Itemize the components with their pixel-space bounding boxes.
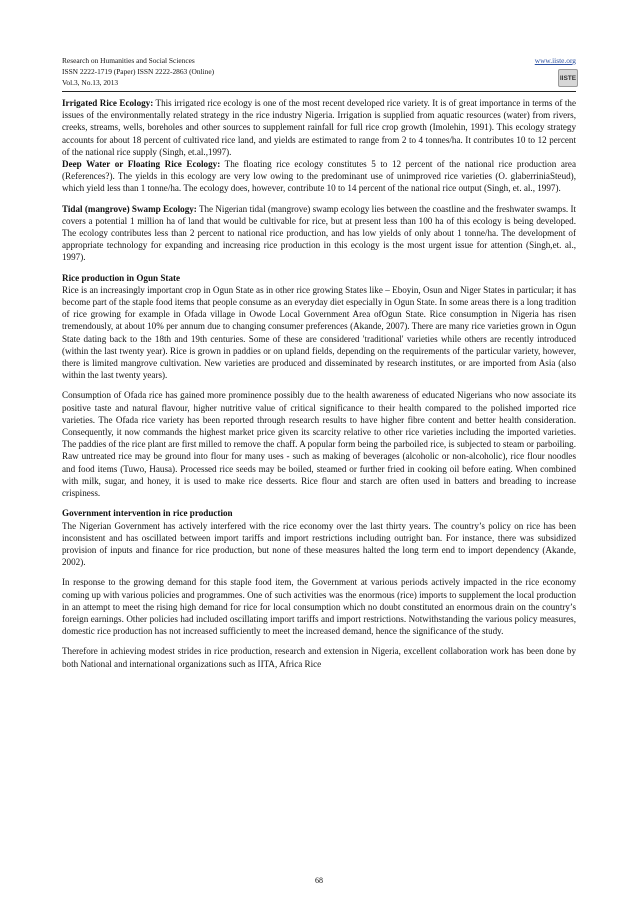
volume-line: Vol.3, No.13, 2013 xyxy=(62,78,119,87)
paragraph-growing-demand: In response to the growing demand for this staple food item, the Government at various periods actively impacted in the rice economy coming up with various policies and programmes. One of such activities was the enormous (rice) imports to supplement the local production in an attempt to meet the rising high demand for rice for local consumption which no doubt constituted an enormous drain on the country’s foreign earnings. Other policies had included oscillating import tariffs and import restrictions. Notwithstanding the various policy measures, domestic rice production has not increased sufficiently to meet the increased demand, hence the significance of the study. xyxy=(62,577,576,637)
paragraph-ofada-rice: Consumption of Ofada rice has gained more prominence possibly due to the health awareness of educated Nigerians who now associate its positive taste and natural flavour, higher nutritive value of critical significance to their health compared to the polished imported rice varieties. The Ofada rice variety has been reported through research results to have higher fibre content and better health consideration. Consequently, it now commands the highest market price given its scarcity relative to other rice varieties including the imported varieties. The paddies of the rice plant are first milled to remove the chaff. A popular form being the parboiled rice, is subjected to steam or parboiling. Raw untreated rice may be ground into flour for many uses - such as making of beverages (alcoholic or non-alcoholic), rice flour noodles and food items (Tuwo, Hausa). Processed rice seeds may be boiled, steamed or further fried in cooking oil before eating. When combined with milk, sugar, and honey, it is used to make rice desserts. Rice flour and starch are often used in batters and breading to increase crispiness. xyxy=(62,390,576,499)
paragraph-ogun-rice-production: Rice is an increasingly important crop in Ogun State as in other rice growing States like – Eboyin, Osun and Niger States in particular; it has become part of the staple food items that people consume as an everyday diet especially in Ogun State. In some areas there is a long tradition of rice growing for example in Ofada village in Owode Local Government Area ofOgun State. Rice consumption in Nigeria has risen tremendously, at about 10% per annum due to changing consumer preferences (Akande, 2007). There are many rice varieties grown in Ogun State dating back to the 18th and 19th centuries. Some of these are considered 'traditional' varieties while others are recently introduced (within the last twenty year). Rice is grown in paddies or on upland fields, depending on the requirements of the particular variety, however, there is limited mangrove cultivation. New varieties are produced and disseminated by research institutes, or are imported from Asia (also within the last twenty years). xyxy=(62,284,576,381)
deep-water-ecology-title: Deep Water or Floating Rice Ecology: xyxy=(62,159,221,170)
paragraph-collaboration: Therefore in achieving modest strides in rice production, research and extension in Nigeria, excellent collaboration work has been done by both National and international organizations such as IITA, Africa Rice xyxy=(62,646,576,669)
issn-line: ISSN 2222-1719 (Paper) ISSN 2222-2863 (Online) xyxy=(62,67,215,76)
deep-water-ecology-text: The floating rice ecology constitutes 5 to 12 percent of the national rice production area (References?). The yields in this ecology are very low owing to the predominant use of unimproved rice varieties (O. glaberriniaSteud), which yield less than 1 tonne/ha. The ecology does, however, contribute 10 to 14 percent of the national rice output (Singh, et. al., 1997). xyxy=(62,159,576,194)
irrigated-ecology-text: This irrigated rice ecology is one of the most recent developed rice variety. It is of great importance in terms of the issues of the environmentally related strategy in the rice industry Nigeria. Irrigation is supplied from aquatic resources (water) from rivers, creeks, streams, wells, boreholes and other sources to supplement rainfall for full rice crop growth (Imolehin, 1991). This ecology strategy accounts for about 18 percent of cultivated rice land, and yields are estimated to range from 2 to 4 tonnes/ha. It contributes 10 to 12 percent of the national rice supply (Singh, et.al.,1997). xyxy=(62,98,576,157)
journal-url-link[interactable]: www.iiste.org xyxy=(534,56,576,65)
irrigated-ecology-title: Irrigated Rice Ecology: xyxy=(62,98,154,108)
section-heading-ogun-state: Rice production in Ogun State xyxy=(62,272,181,283)
journal-name: Research on Humanities and Social Sciences xyxy=(62,56,195,65)
article-body xyxy=(62,97,576,678)
page-header xyxy=(62,55,576,88)
header-divider xyxy=(62,91,576,92)
page-number: 68 xyxy=(315,876,323,885)
paragraph-tidal-ecology xyxy=(62,203,576,264)
iiste-logo: IISTE xyxy=(558,69,578,87)
paragraph-deep-water-ecology xyxy=(62,158,576,195)
tidal-ecology-title: Tidal (mangrove) Swamp Ecology: xyxy=(62,203,197,214)
section-heading-government-intervention: Government intervention in rice production xyxy=(62,508,233,519)
tidal-ecology-text: The Nigerian tidal (mangrove) swamp ecology lies between the coastline and the freshwater swamps. It covers a potential 1 million ha of land that would be cultivable for rice, but at present less than 100 ha of this ecology is being developed. The ecology contributes less than 2 percent to national rice production, and has low yields of only about 1 tonne/ha. The development of appropriate technology for expanding and increasing rice production in this ecology is the most urgent issue for attention (Singh,et. al., 1997). xyxy=(62,203,576,263)
paragraph-irrigated-ecology xyxy=(62,97,576,158)
paragraph-government-policy: The Nigerian Government has actively interfered with the rice economy over the last thirty years. The country’s policy on rice has been inconsistent and has oscillated between import tariffs and import restrictions including outright ban. For instance, there was subsidized provision of inputs and finance for rice production, but none of these measures halted the long term end to import dependency (Akande, 2002). xyxy=(62,520,576,568)
